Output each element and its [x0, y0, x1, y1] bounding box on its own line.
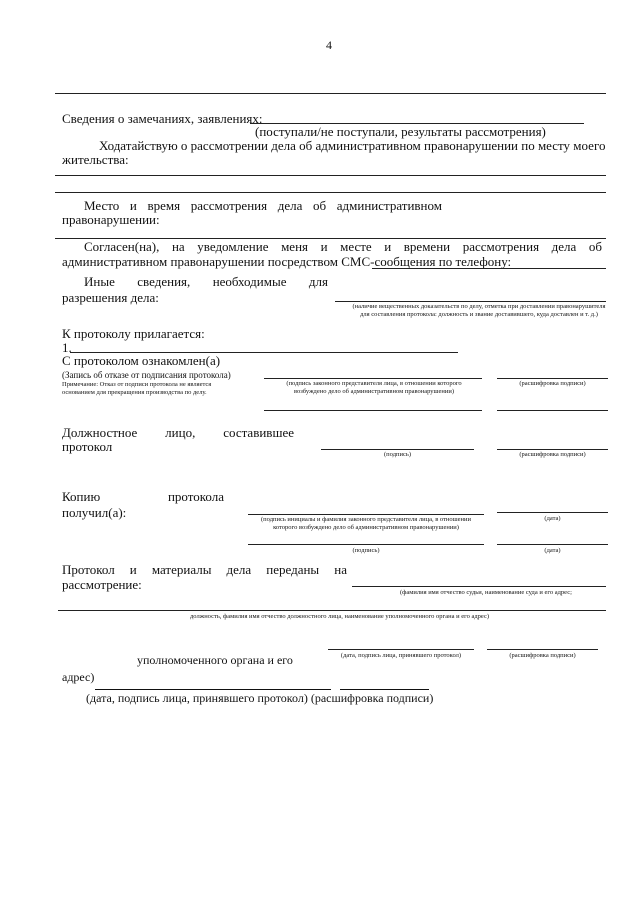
- acquainted-label: С протоколом ознакомлен(а): [62, 353, 221, 368]
- official-decode-caption: (расшифровка подписи): [519, 451, 586, 458]
- authority-decode-caption: (расшифровка подписи): [509, 652, 576, 659]
- attachment-item-number: 1.: [62, 340, 72, 355]
- petition-line-1[interactable]: [55, 175, 606, 176]
- official-sign-line[interactable]: [321, 449, 474, 450]
- copy-label: Копию протокола: [62, 489, 224, 504]
- copy-date-line-2[interactable]: [497, 544, 608, 545]
- copy-date-caption: (дата): [544, 515, 561, 522]
- acquainted-sign-caption: (подпись законного представителя лица, в отношении которого возбуждено дело об административном правонарушении): [286, 380, 462, 395]
- sms-consent-text: Согласен(на), на уведомление меня и месте и времени рассмотрения дела об: [84, 239, 602, 254]
- authority-sign-line[interactable]: [328, 649, 474, 650]
- page-number: 4: [326, 38, 332, 52]
- remarks-caption: (поступали/не поступали, результаты рассмотрения): [255, 124, 546, 139]
- transfer-official-caption: должность, фамилия имя отчество должностного лица, наименование уполномоченного органа и его адрес): [190, 613, 490, 620]
- sms-phone-line[interactable]: [372, 268, 606, 269]
- acquainted-decode-line[interactable]: [497, 378, 608, 379]
- authority-decode-line[interactable]: [487, 649, 598, 650]
- acquainted-sign-line-2[interactable]: [264, 410, 482, 411]
- refusal-note: (Запись об отказе от подписания протокола): [62, 370, 231, 380]
- official-label-cont: протокол: [62, 439, 113, 454]
- sms-consent-text-cont: административном правонарушении посредством СМС-сообщения по телефону:: [62, 254, 512, 269]
- copy-label-cont: получил(а):: [62, 505, 127, 520]
- transfer-official-line[interactable]: [58, 610, 606, 611]
- official-label: Должностное лицо, составившее: [62, 425, 294, 440]
- authority-text: уполномоченного органа и его: [137, 653, 293, 667]
- acquainted-sign-line[interactable]: [264, 378, 482, 379]
- other-info-line[interactable]: [335, 301, 606, 302]
- transfer-judge-line[interactable]: [352, 586, 606, 587]
- transfer-judge-caption: (фамилия имя отчество судьи, наименование суда и его адрес;: [400, 589, 572, 596]
- authority-sign-caption: (дата, подпись лица, принявшего протокол): [340, 652, 462, 659]
- other-info-label: Иные сведения, необходимые для: [84, 274, 328, 289]
- refusal-footnote: Примечание: Отказ от подписи протокола не является основанием для прекращения производства по делу.: [62, 381, 212, 396]
- other-info-label-cont: разрешения дела:: [62, 290, 159, 305]
- receiver-sign-line[interactable]: [95, 689, 331, 690]
- top-rule: [55, 93, 606, 94]
- acquainted-decode-caption: (расшифровка подписи): [519, 380, 586, 387]
- official-sign-caption: (подпись): [384, 451, 411, 458]
- other-info-caption: (наличие вещественных доказательств по делу, отметка при доставлении правонарушителя для составления протокола: должность и звание доставившего, куда доставлен и т. д.): [352, 303, 606, 318]
- copy-sign-line-2[interactable]: [248, 544, 484, 545]
- transfer-label: Протокол и материалы дела переданы на: [62, 562, 347, 577]
- copy-sign-caption: (подпись инициалы и фамилия законного представителя лица, в отношении которого возбуждено дело об административном правонарушении): [260, 516, 471, 531]
- copy-sign-caption-2: (подпись): [352, 547, 380, 554]
- official-decode-line[interactable]: [497, 449, 608, 450]
- receiver-caption: (дата, подпись лица, принявшего протокол) (расшифровка подписи): [86, 691, 434, 705]
- address-text: адрес): [62, 670, 95, 684]
- copy-date-line[interactable]: [497, 512, 608, 513]
- remarks-label: Сведения о замечаниях, заявлениях:: [62, 111, 263, 126]
- acquainted-decode-line-2[interactable]: [497, 410, 608, 411]
- copy-sign-line[interactable]: [248, 514, 484, 515]
- attachment-label: К протоколу прилагается:: [62, 326, 205, 341]
- transfer-label-cont: рассмотрение:: [62, 577, 142, 592]
- receiver-decode-line[interactable]: [340, 689, 429, 690]
- place-time-label: Место и время рассмотрения дела об административном: [84, 198, 442, 213]
- copy-date-caption-2: (дата): [544, 547, 561, 554]
- petition-line-2[interactable]: [55, 192, 606, 193]
- petition-text: Ходатайствую о рассмотрении дела об административном правонарушении по месту моего: [99, 138, 606, 153]
- place-time-label-cont: правонарушении:: [62, 212, 160, 227]
- petition-text-cont: жительства:: [62, 152, 129, 167]
